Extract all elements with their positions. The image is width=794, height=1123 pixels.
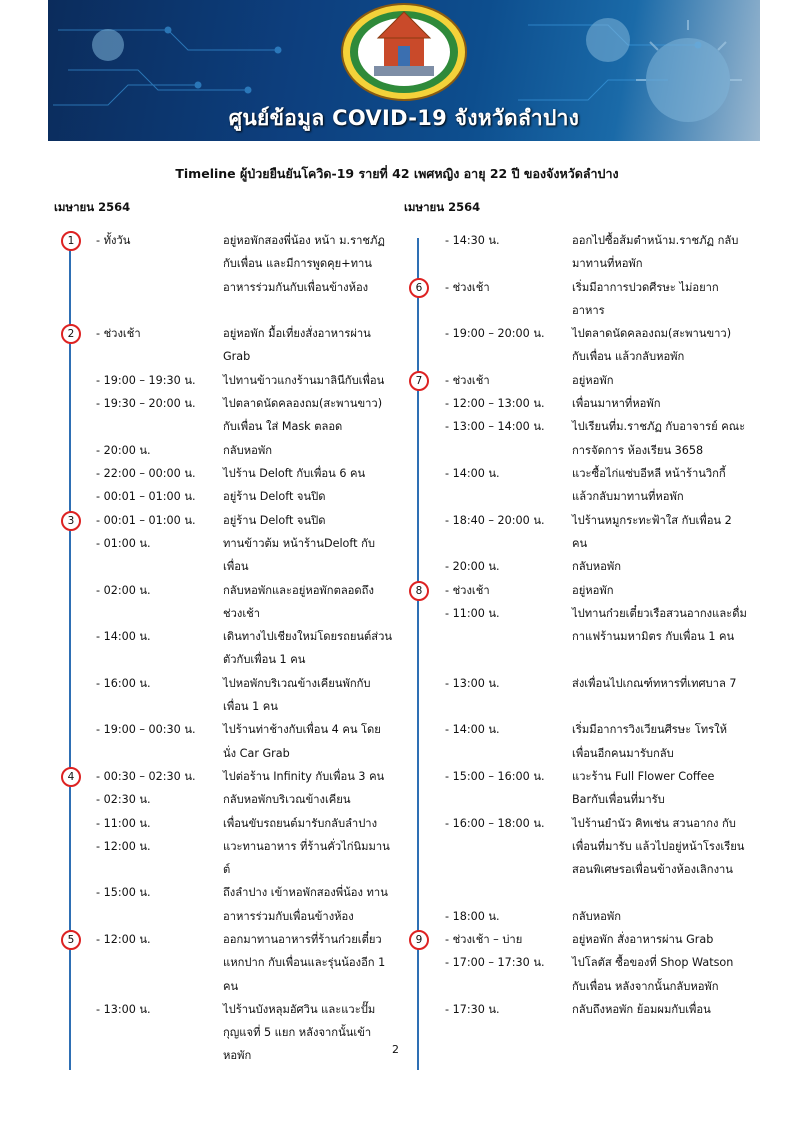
timeline-entry <box>445 462 747 509</box>
entry-description: ไปตลาดนัดคลองถม(สะพานขาว) กับเพื่อน ใส่ Mask ตลอด <box>223 397 383 434</box>
entry-description: อยู่หอพัก สั่งอาหารผ่าน Grab <box>572 933 714 946</box>
entry-description: อยู่หอพักสองพี่น้อง หน้า ม.ราชภัฏกับเพื่อน และมีการพูดคุย+ทานอาหารร่วมกันกับเพื่อนข้างห้อง <box>223 234 385 294</box>
timeline-entry <box>96 392 393 439</box>
entry-time: - 14:00 น. <box>96 630 151 644</box>
entry-description: แวะซื้อไก่แซ่บอีหลี หน้าร้านวิกกี้ แล้วกลับมาทานที่หอพัก <box>572 467 726 504</box>
timeline-entry <box>445 812 747 905</box>
timeline-entry <box>445 718 747 765</box>
entry-time: - 01:00 น. <box>96 536 151 550</box>
entry-description: อยู่ร้าน Deloft จนปิด <box>223 490 326 504</box>
entry-time: - 15:00 – 16:00 น. <box>445 769 545 783</box>
banner-title: ศูนย์ข้อมูล COVID-19 จังหวัดลำปาง <box>228 106 580 130</box>
entry-time: - 16:00 – 18:00 น. <box>445 816 545 830</box>
entry-time: - 15:00 น. <box>96 886 151 900</box>
entry-description: กลับหอพัก <box>572 560 621 574</box>
entry-time: - ช่วงเช้า <box>96 327 141 341</box>
timeline-entry <box>445 415 747 462</box>
entry-description: ไปร้านท่าช้างกับเพื่อน 4 คน โดยนั่ง Car Grab <box>223 723 381 760</box>
entry-description: กลับหอพัก <box>223 443 272 457</box>
entry-time: - 19:00 – 20:00 น. <box>445 327 545 341</box>
timeline-entry <box>96 881 393 928</box>
province-seal-icon <box>342 4 466 100</box>
entry-description: ออกไปซื้อส้มตำหน้าม.ราชภัฏ กลับมาทานที่หอพัก <box>572 234 739 271</box>
entry-description: เริ่มมีอาการวิงเวียนศีรษะ โทรให้เพื่อนอีกคนมารับกลับ <box>572 723 727 760</box>
page-number: 2 <box>392 1043 399 1056</box>
entry-time: - 02:00 น. <box>96 583 151 597</box>
entry-description: ไปต่อร้าน Infinity กับเพื่อน 3 คน <box>223 769 385 783</box>
entry-description: กลับถึงหอพัก ย้อมผมกับเพื่อน <box>572 1002 711 1016</box>
entry-time: - 14:30 น. <box>445 234 500 247</box>
entry-time: - 19:00 – 19:30 น. <box>96 373 196 387</box>
entry-time: - ช่วงเช้า <box>445 280 490 294</box>
timeline-entry <box>96 765 393 788</box>
entry-description: อยู่หอพัก <box>572 373 614 387</box>
entry-description: ไปเรียนที่ม.ราชภัฏ กับอาจารย์ คณะการจัดการ ห้องเรียน 3658 <box>572 420 746 457</box>
timeline-entry <box>445 905 747 928</box>
entry-description: อยู่หอพัก มื้อเที่ยงสั่งอาหารผ่าน Grab <box>223 327 371 364</box>
entry-time: - 13:00 น. <box>445 676 500 690</box>
entry-time: - 18:00 น. <box>445 909 500 923</box>
timeline-entry <box>96 229 393 322</box>
entry-time: - 20:00 น. <box>445 560 500 574</box>
entry-description: แวะร้าน Full Flower Coffee Barกับเพื่อนที่มารับ <box>572 769 715 807</box>
timeline-entry <box>445 392 747 415</box>
timeline-entry <box>445 555 747 578</box>
entry-time: - ช่วงเช้า – บ่าย <box>445 933 523 946</box>
timeline-entry <box>96 928 393 998</box>
entry-time: - 12:00 – 13:00 น. <box>445 397 545 411</box>
day-marker: 6 <box>409 278 429 298</box>
day-marker: 3 <box>61 511 81 531</box>
entry-time: - 19:00 – 00:30 น. <box>96 723 196 737</box>
day-marker: 4 <box>61 767 81 787</box>
entry-time: - 13:00 – 14:00 น. <box>445 420 545 434</box>
entry-description: เพื่อนมาหาที่หอพัก <box>572 397 661 411</box>
timeline-entry <box>445 998 747 1021</box>
entry-time: - 14:00 น. <box>445 467 500 480</box>
entry-time: - ทั้งวัน <box>96 234 131 247</box>
day-marker: 1 <box>61 231 81 251</box>
entry-time: - 20:00 น. <box>96 443 151 457</box>
timeline-entry <box>445 322 747 369</box>
entry-time: - 00:01 – 01:00 น. <box>96 513 196 527</box>
timeline-entry <box>96 998 393 1068</box>
entry-description: ไปทานข้าวแกงร้านมาลินีกับเพื่อน <box>223 373 385 387</box>
entry-description: อยู่ร้าน Deloft จนปิด <box>223 513 326 527</box>
document-title: Timeline ผู้ป่วยยืนยันโควิด-19 รายที่ 42 เพศหญิง อายุ 22 ปี ของจังหวัดลำปาง <box>175 166 619 181</box>
entry-description: กลับหอพักและอยู่หอพักตลอดถึงช่วงเช้า <box>223 583 374 620</box>
right-month-heading: เมษายน 2564 <box>404 200 481 214</box>
entry-description: ไปร้านยำนัว คิทเช่น สวนอากง กับเพื่อนที่มารับ แล้วไปอยู่หน้าโรงเรียนสอนพิเศษรอเพื่อนข้างห้องเลิกงาน <box>572 816 745 877</box>
timeline-entry <box>96 579 393 626</box>
timeline-entry <box>96 718 393 765</box>
timeline-entry <box>96 439 393 462</box>
left-month-heading: เมษายน 2564 <box>54 200 131 214</box>
header-banner <box>48 0 760 141</box>
entry-time: - 11:00 น. <box>96 816 151 830</box>
timeline-entry <box>445 951 747 998</box>
timeline-entry <box>445 602 747 672</box>
entry-description: ส่งเพื่อนไปเกณฑ์ทหารที่เทศบาล 7 <box>572 676 737 690</box>
entry-description: อยู่หอพัก <box>572 583 614 597</box>
entry-description: ออกมาทานอาหารที่ร้านก๋วยเตี๋ยวแหกปาก กับเพื่อนและรุ่นน้องอีก 1 คน <box>223 933 386 993</box>
entry-time: - ช่วงเช้า <box>445 373 490 387</box>
entry-time: - 16:00 น. <box>96 676 151 690</box>
day-marker: 7 <box>409 371 429 391</box>
entry-time: - ช่วงเช้า <box>445 583 490 597</box>
entry-time: - 11:00 น. <box>445 606 500 620</box>
timeline-entry <box>445 509 747 556</box>
entry-description: ไปโลตัส ซื้อของที่ Shop Watson กับเพื่อน หลังจากนั้นกลับหอพัก <box>572 956 734 993</box>
timeline-entry <box>445 276 747 323</box>
entry-time: - 00:01 – 01:00 น. <box>96 490 196 504</box>
entry-description: กลับหอพัก <box>572 909 621 923</box>
timeline-entry <box>96 788 393 811</box>
day-marker: 9 <box>409 930 429 950</box>
entry-description: แวะทานอาหาร ที่ร้านคั่วไก่นิมมานต์ <box>223 839 390 877</box>
entry-time: - 13:00 น. <box>96 1002 151 1016</box>
timeline-entry <box>96 532 393 579</box>
entry-time: - 02:30 น. <box>96 793 151 807</box>
day-marker: 8 <box>409 581 429 601</box>
timeline-entry <box>445 672 747 719</box>
timeline-entry <box>96 509 393 532</box>
entry-description: ทานข้าวต้ม หน้าร้านDeloft กับเพื่อน <box>223 536 375 574</box>
timeline-entry <box>96 462 393 485</box>
timeline-entry <box>96 835 393 882</box>
entry-time: - 14:00 น. <box>445 723 500 737</box>
timeline-entry <box>445 369 747 392</box>
entry-description: ไปร้านบังหลุมอัศวิน และแวะปั๊มกุญแจที่ 5 แยก หลังจากนั้นเข้าหอพัก <box>223 1002 376 1063</box>
entry-description: เริ่มมีอาการปวดศีรษะ ไม่อยากอาหาร <box>572 280 719 317</box>
day-marker: 5 <box>61 930 81 950</box>
timeline-entry <box>96 625 393 672</box>
entry-time: - 18:40 – 20:00 น. <box>445 513 545 527</box>
entry-time: - 00:30 – 02:30 น. <box>96 769 196 783</box>
entry-description: ไปร้านหมูกระทะฟ้าใส กับเพื่อน 2 คน <box>572 513 732 550</box>
entry-time: - 17:30 น. <box>445 1002 500 1016</box>
entry-description: เดินทางไปเชียงใหม่โดยรถยนต์ส่วนตัวกับเพื่อน 1 คน <box>223 630 393 667</box>
entry-time: - 17:00 – 17:30 น. <box>445 956 545 970</box>
timeline-entry <box>96 672 393 719</box>
day-marker: 2 <box>61 324 81 344</box>
timeline-entry <box>445 928 747 951</box>
entry-time: - 19:30 – 20:00 น. <box>96 397 196 411</box>
timeline-entry <box>445 579 747 602</box>
entry-description: ไปทานก๋วยเตี๋ยวเรือสวนอากงและดื่มกาแฟร้านมหามิตร กับเพื่อน 1 คน <box>572 606 747 644</box>
timeline-entry <box>445 765 747 812</box>
entry-time: - 12:00 น. <box>96 839 151 853</box>
entry-time: - 22:00 – 00:00 น. <box>96 467 196 480</box>
timeline-entry <box>96 322 393 369</box>
entry-description: กลับหอพักบริเวณข้างเคียน <box>223 793 351 807</box>
entry-description: เพื่อนขับรถยนต์มารับกลับลำปาง <box>223 816 378 830</box>
entry-description: ไปร้าน Deloft กับเพื่อน 6 คน <box>223 467 366 480</box>
timeline-entry <box>96 369 393 392</box>
timeline-entry <box>96 485 393 508</box>
timeline-entry <box>445 229 747 276</box>
entry-description: ไปหอพักบริเวณข้างเคียนพักกับเพื่อน 1 คน <box>223 676 371 713</box>
entry-description: ถึงลำปาง เข้าหอพักสองพี่น้อง ทานอาหารร่วมกับเพื่อนข้างห้อง <box>223 886 388 923</box>
entry-description: ไปตลาดนัดคลองถม(สะพานขาว) กับเพื่อน แล้วกลับหอพัก <box>572 327 732 364</box>
entry-time: - 12:00 น. <box>96 933 151 946</box>
timeline-entry <box>96 812 393 835</box>
